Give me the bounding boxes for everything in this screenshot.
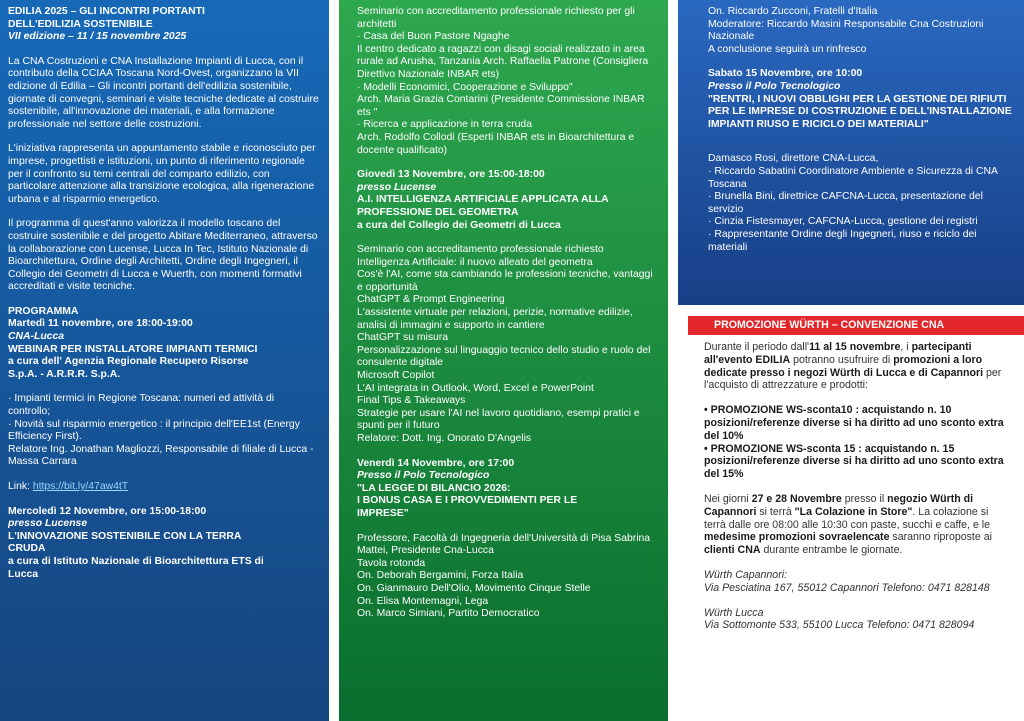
list-item: · Rappresentante Ordine degli Ingegneri, riuso e riciclo dei materiali (708, 228, 977, 253)
promo-text: durante entrambe le giornate. (760, 544, 903, 557)
brochure-title-line-2: DELL'EDILIZIA SOSTENIBILE (8, 18, 153, 30)
event-4-title-3: IMPRESE" (357, 507, 409, 519)
promo-text: Nei giorni (704, 492, 752, 505)
list-item: On. Deborah Bergamini, Forza Italia (357, 570, 524, 582)
event-1-organizer-1: a cura dell' Agenzia Regionale Recupero Risorse (8, 356, 249, 368)
list-item: · Brunella Bini, direttrice CAFCNA-Lucca, presentazione del servizio (708, 191, 983, 215)
list-item: L'AI integrata in Outlook, Word, Excel e PowerPoint (357, 382, 594, 394)
promo-dates: 11 al 15 novembre (809, 341, 901, 353)
promo-stores: promozioni a loro dedicate presso i negozi Würth di Lucca e di Capannori (704, 353, 984, 379)
promo-cna-clients: clienti CNA (704, 544, 761, 557)
list-item: Relatore: Dott. Ing. Onorato D'Angelis (357, 433, 532, 444)
event-4-title-2: I BONUS CASA E I PROVVEDIMENTI PER LE (357, 495, 578, 507)
list-item: On. Elisa Montemagni, Lega (357, 595, 489, 607)
list-item: Seminario con accreditamento professionale richiesto (357, 244, 604, 256)
list-item: On. Gianmauro Dell'Olio, Movimento Cinque Stelle (357, 582, 591, 594)
intro-paragraph-2: L'iniziativa rappresenta un appuntamento stabile e riconosciuto per imprese, progettisti e istituzioni, un punto di riferimento regionale per il confronto su temi centrali del comparto edilizio, con particolare attenzione alla transizione ecologica, alla rigenerazione urbana e al risparmio energetico. (8, 143, 316, 205)
panel-left (0, 0, 329, 721)
store-name: Würth Capannori: (704, 568, 788, 581)
event-2-topic-1-desc: Il centro dedicato a ragazzi con disagi sociali realizzato in area rurale ad Arusha, Tanzania Arch. Raffaella Patrone (Consigliera Direttivo Nazionale INBAR ets) (357, 43, 649, 80)
event-3-title-1: A.I. INTELLIGENZA ARTIFICIALE APPLICATA ALLA (357, 194, 609, 206)
list-item: Microsoft Copilot (357, 370, 435, 382)
promo-participants: partecipanti all'evento EDILIA (704, 341, 972, 366)
event-5-date: Sabato 15 Novembre, ore 10:00 (708, 68, 863, 80)
event-5-title: "RENTRI, I NUOVI OBBLIGHI PER LA GESTIONE DEI RIFIUTI PER LE IMPRESE DI COSTRUZIONE E DELL'INSTALLAZIONE IMPIANTI RIUSO E RICICLO DEI MATERIALI" (708, 93, 1012, 130)
promo-text: . La colazione si terrà dalle ore 08:00 alle 10:30 con paste, succhi e caffe, e le (704, 505, 991, 531)
event-1-topic-1: · Impianti termici in Regione Toscana: numeri ed attività di controllo; (8, 393, 275, 418)
panel-middle (339, 0, 668, 721)
list-item: Intelligenza Artificiale: il nuovo alleato del geometra (357, 256, 593, 268)
event-1-topic-2: · Novità sul risparmio energetico : il principio dell'EE1st (Energy Efficiency First). (8, 418, 300, 443)
store-address: Via Pesciatina 167, 55012 Capannori Telefono: 0471 828148 (704, 581, 990, 594)
event-1-date: Martedì 11 novembre, ore 18:00-19:00 (8, 318, 193, 330)
list-item: ChatGPT su misura (357, 332, 449, 344)
list-item: Strategie per usare l'AI nel lavoro quotidiano, esempi pratici e spunti per il futuro (357, 407, 640, 432)
promo-text: potranno usufruire di (790, 353, 894, 366)
store-lucca (704, 607, 1008, 633)
list-item: Personalizzazione sul linguaggio tecnico dello studio e ruolo del consulente digitale (357, 344, 651, 369)
list-item: Cos'è l'AI, come sta cambiando le professioni tecniche, vantaggi e opportunità (357, 269, 653, 293)
event-2-topic-2-desc: Arch. Maria Grazia Contarini (Presidente Commissione INBAR ets " (357, 94, 645, 118)
list-item: ChatGPT & Prompt Engineering (357, 294, 505, 306)
event-2-title-2: CRUDA (8, 543, 46, 555)
promo-same-offers: medesime promozioni sovraelencate (704, 531, 890, 544)
list-item: On. Marco Simiani, Partito Democratico (357, 608, 540, 620)
list-item: · Cinzia Fistesmayer, CAFCNA-Lucca, gestione dei registri (708, 216, 978, 228)
link-label: Link: (8, 481, 33, 492)
event-4-place: Presso il Polo Tecnologico (357, 470, 490, 482)
promo-text: si terrà (756, 505, 795, 518)
list-item: Tavola rotonda (357, 557, 426, 569)
list-item: A conclusione seguirà un rinfresco (708, 43, 867, 55)
intro-paragraph-3: Il programma di quest'anno valorizza il modello toscano del costruire sostenibile e del progetto Abitare Mediterraneo, attraverso la collaborazione con Lucense, Lucca In Tec, Istituto Nazionale di Bioarchitettura, Ordine degli Architetti, Ordine degli Ingegneri, il Collegio dei Geometri di Lucca e Wuerth, con momenti formativi accreditati e visite tecniche. (8, 218, 318, 293)
list-item: Professore, Facoltà di Ingegneria dell'Università di Pisa Sabrina Mattei, Presidente Cna-Lucca (357, 532, 651, 557)
event-1-organizer-2: S.p.A. - A.R.R.R. S.p.A. (8, 368, 121, 380)
promo-text: saranno riproposte ai (889, 531, 992, 544)
promo-paragraph-1 (704, 341, 1008, 392)
event-3-date: Giovedì 13 Novembre, ore 15:00-18:00 (357, 169, 545, 181)
promo-text: per l'acquisto di attrezzature e prodotti: (704, 366, 1002, 392)
promo-title-bar: PROMOZIONE WÜRTH – CONVENZIONE CNA (688, 316, 1024, 335)
event-2-date: Mercoledì 12 Novembre, ore 15:00-18:00 (8, 505, 207, 517)
list-item: Moderatore: Riccardo Masini Responsabile Cna Costruzioni Nazionale (708, 18, 984, 43)
event-3-title-2: PROFESSIONE DEL GEOMETRA (357, 206, 519, 218)
event-1-speaker: Relatore Ing. Jonathan Magliozzi, Responsabile di filiale di Lucca - Massa Carrara (8, 443, 314, 468)
event-5-place: Presso il Polo Tecnologico (708, 80, 841, 92)
intro-paragraph-1: La CNA Costruzioni e CNA Installazione Impianti di Lucca, con il contributo della CCIAA Toscana Nord-Ovest, organizzano la VII edizione di Edilia – Gli incontri portanti dell'edilizia sostenibile, giornate di convegni, seminari e visite tecniche dedicate al costruire sostenibile, all'innovazione dei materiali, e alla formazione professionale nel settore delle costruzioni. (8, 55, 319, 130)
promo-paragraph-2 (704, 493, 1008, 557)
brochure-title-line-1: EDILIA 2025 – GLI INCONTRI PORTANTI (8, 6, 205, 17)
event-3-organizer: a cura del Collegio dei Geometri di Lucca (357, 219, 561, 231)
store-address: Via Sottomonte 533, 55100 Lucca Telefono: 0471 828094 (704, 619, 975, 632)
event-1-title: WEBINAR PER INSTALLATORE IMPIANTI TERMICI (8, 343, 258, 355)
promo-body (678, 335, 1024, 632)
promo-text: , i (900, 341, 912, 353)
promo-text: presso il (841, 492, 888, 505)
list-item: L'assistente virtuale per relazioni, perizie, normative edilizie, analisi di immagini e supporto in cantiere (357, 307, 633, 331)
event-2-organizer-1: a cura di Istituto Nazionale di Bioarchitettura ETS di (8, 555, 264, 567)
store-name: Würth Lucca (704, 606, 764, 619)
promo-offer-15: • PROMOZIONE WS-sconta 15 : acquistando n. 15 posizioni/referenze diverse si ha diritto ad uno sconto extra del 15% (704, 442, 1004, 481)
event-2-title-1: L'INNOVAZIONE SOSTENIBILE CON LA TERRA (8, 530, 242, 542)
promo-days: 27 e 28 Novembre (751, 492, 842, 505)
list-item: Damasco Rosi, direttore CNA-Lucca, (708, 153, 879, 165)
event-2-topic-3: · Ricerca e applicazione in terra cruda (357, 119, 532, 131)
event-2-topic-3-desc: Arch. Rodolfo Collodi (Esperti INBAR ets in Bioarchitettura e docente qualificato) (357, 131, 635, 156)
list-item: Final Tips & Takeaways (357, 395, 466, 407)
event-2-organizer-2: Lucca (8, 568, 39, 580)
event-2-topic-2: · Modelli Economici, Cooperazione e Sviluppo" (357, 81, 573, 93)
promo-offer-10: • PROMOZIONE WS-sconta10 : acquistando n. 10 posizioni/referenze diverse si ha diritto ad uno sconto extra del 10% (704, 404, 1004, 442)
edition-subtitle: VII edizione – 11 / 15 novembre 2025 (8, 31, 187, 43)
event-2-place: presso Lucense (8, 518, 88, 530)
panel-right-blue (678, 0, 1024, 305)
panel-right (678, 0, 1024, 721)
event-1-place: CNA-Lucca (8, 331, 65, 343)
event-2-topic-1: · Casa del Buon Pastore Ngaghe (357, 31, 510, 43)
event-2-note: Seminario con accreditamento professionale richiesto per gli architetti (357, 6, 635, 30)
promo-event-name: "La Colazione in Store" (794, 505, 913, 518)
list-item: On. Riccardo Zucconi, Fratelli d'Italia (708, 6, 878, 17)
promo-text: Durante il periodo dall' (704, 341, 810, 353)
event-4-title-1: "LA LEGGE DI BILANCIO 2026: (357, 482, 511, 494)
webinar-link[interactable]: https://bit.ly/47aw4tT (32, 481, 129, 492)
promo-store-capannori: negozio Würth di Capannori (704, 492, 974, 518)
event-4-date: Venerdì 14 Novembre, ore 17:00 (357, 457, 515, 469)
webinar-link-row (8, 481, 319, 494)
store-capannori (704, 569, 1008, 595)
promo-offers (704, 404, 1008, 481)
programma-heading: PROGRAMMA (8, 305, 79, 317)
list-item: · Riccardo Sabatini Coordinatore Ambiente e Sicurezza di CNA Toscana (708, 165, 998, 190)
event-3-place: presso Lucense (357, 181, 437, 193)
